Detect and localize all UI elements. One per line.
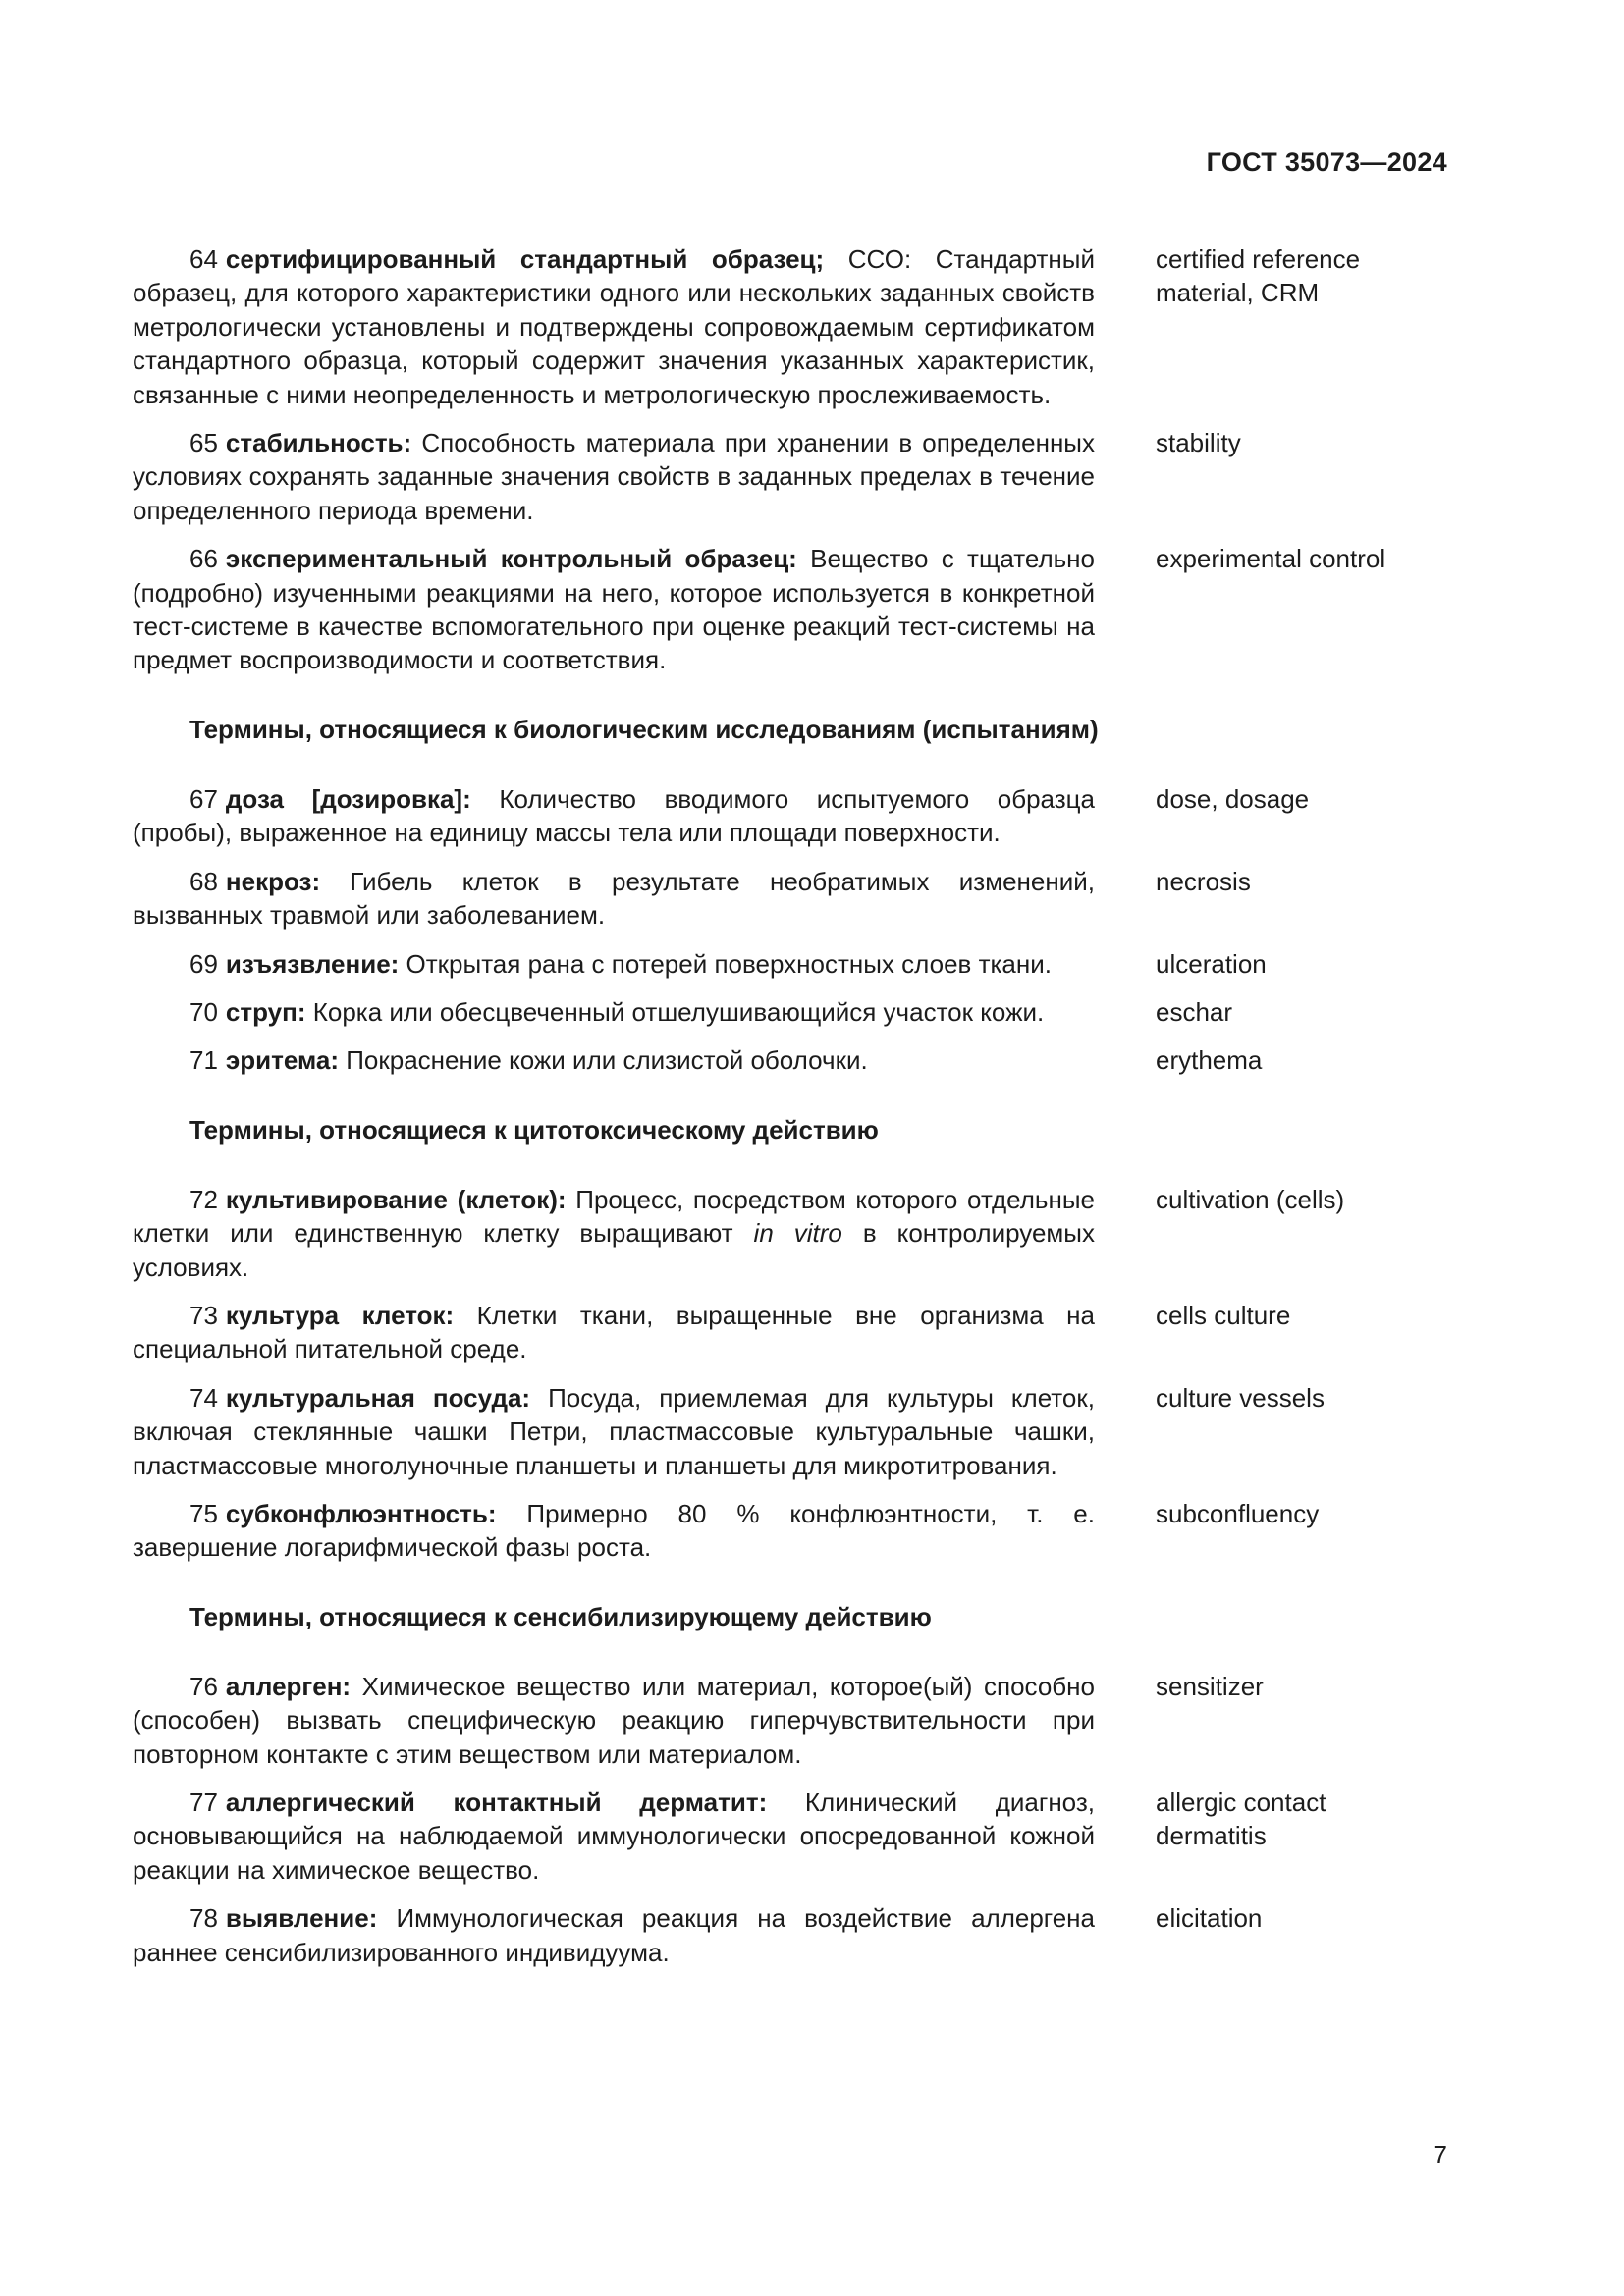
term-number: 76 [189,1671,218,1701]
definition-text: ССО: Стандартный образец, для которого характеристики одного или нескольких заданных свойств метрологически установлены и подтверждены сопровождаемым сертификатом стандартного образца, который содержит значения указанных характеристик, связанные с ними неопределенность и метрологическую прослеживаемость. [133,244,1095,409]
term-name: сертифицированный стандартный образец; [225,244,825,274]
term-name: некроз: [225,866,321,896]
term-entry [133,865,1448,933]
term-definition [133,865,1095,933]
term-definition [133,1786,1095,1887]
term-number: 78 [189,1903,218,1934]
term-entry [133,1183,1448,1284]
english-equivalent: experimental control [1156,544,1386,574]
english-equivalent: ulceration [1156,948,1267,979]
term-name: экспериментальный контрольный образец: [225,544,797,574]
page-number: 7 [1433,2140,1447,2169]
english-equivalent: allergic contact dermatitis [1156,1788,1326,1851]
definition-text: Клетки ткани, выращенные вне организма на специальной питательной среде. [133,1300,1095,1364]
term-entry [133,1670,1448,1771]
term-definition [133,1381,1095,1482]
term-definition [133,1901,1095,1969]
definition-text: Открытая рана с потерей поверхностных слоев ткани. [399,948,1052,979]
term-entry [133,426,1448,527]
term-number: 72 [189,1184,218,1214]
term-entry [133,1786,1448,1887]
term-name: субконфлюэнтность: [225,1498,497,1528]
definition-text: Покраснение кожи или слизистой оболочки. [339,1045,868,1076]
term-number: 75 [189,1498,218,1528]
term-name: стабильность: [225,428,412,458]
term-number: 66 [189,544,218,574]
term-number: 71 [189,1045,218,1076]
term-name: доза [дозировка]: [225,783,471,814]
term-name: культуральная посуда: [225,1382,531,1413]
term-definition [133,1497,1095,1565]
term-name: аллергический контактный дерматит: [225,1788,768,1817]
english-equivalent: culture vessels [1156,1382,1325,1413]
term-name: культура клеток: [225,1300,455,1330]
term-entry [133,1043,1448,1077]
english-equivalent: sensitizer [1156,1671,1264,1701]
term-name: эритема: [225,1045,340,1076]
definition-text: Гибель клеток в результате необратимых изменений, вызванных травмой или заболеванием. [133,866,1095,931]
definition-text: Примерно 80 % конфлюэнтности, т. е. завершение логарифмической фазы роста. [133,1498,1095,1563]
term-entry [133,242,1448,411]
english-equivalent: elicitation [1156,1903,1263,1934]
term-definition [133,1183,1095,1284]
definition-text: Корка или обесцвеченный отшелушивающийся участок кожи. [305,996,1045,1027]
term-number: 68 [189,866,218,896]
terms-list [133,242,1448,1984]
term-entry [133,1901,1448,1969]
term-number: 70 [189,996,218,1027]
section-heading: Термины, относящиеся к сенсибилизирующему действию [189,1601,932,1631]
term-number: 74 [189,1382,218,1413]
term-entry [133,947,1448,981]
term-number: 69 [189,948,218,979]
term-definition [133,947,1095,981]
section-heading: Термины, относящиеся к биологическим исследованиям (испытаниям) [189,714,1099,744]
section-heading: Термины, относящиеся к цитотоксическому действию [189,1114,879,1145]
term-name: культивирование (клеток): [225,1184,567,1214]
term-name: аллерген: [225,1671,352,1701]
term-definition [133,426,1095,527]
term-entry [133,782,1448,850]
english-equivalent: eschar [1156,996,1233,1027]
english-equivalent: cultivation (cells) [1156,1184,1345,1214]
term-definition [133,1043,1095,1077]
term-number: 64 [189,244,218,274]
english-equivalent: cells culture [1156,1300,1291,1330]
term-definition [133,1299,1095,1366]
definition-text: Способность материала при хранении в определенных условиях сохранять заданные значения свойств в заданных пределах в течение определенного периода времени. [133,428,1095,525]
definition-text: Иммунологическая реакция на воздействие аллергена раннее сенсибилизированного индивидуума. [133,1903,1095,1967]
term-definition [133,1670,1095,1771]
term-entry [133,995,1448,1029]
term-definition [133,542,1095,677]
definition-text: Процесс, посредством которого отдельные клетки или единственную клетку выращивают [133,1184,1095,1249]
english-equivalent: certified reference material, CRM [1156,244,1361,308]
term-entry [133,542,1448,677]
english-equivalent: stability [1156,428,1241,458]
term-entry [133,1381,1448,1482]
english-equivalent: erythema [1156,1045,1263,1076]
definition-text: Посуда, приемлемая для культуры клеток, включая стеклянные чашки Петри, пластмассовые культуральные чашки, пластмассовые многолуночные планшеты и планшеты для микротитрования. [133,1382,1095,1480]
term-entry [133,1299,1448,1366]
term-number: 67 [189,783,218,814]
term-definition [133,242,1095,411]
definition-italic-text: in vitro [753,1218,842,1249]
definition-text: Количество вводимого испытуемого образца (пробы), выраженное на единицу массы тела или площади поверхности. [133,783,1095,848]
term-number: 73 [189,1300,218,1330]
definition-text: Вещество с тщательно (подробно) изученными реакциями на него, которое используется в конкретной тест-системе в качестве вспомогательного при оценке реакций тест-системы на предмет воспроизводимости и соответствия. [133,544,1095,675]
english-equivalent: subconfluency [1156,1498,1320,1528]
definition-text: Химическое вещество или материал, которое(ый) способно (способен) вызвать специфическую реакцию гиперчувствительности при повторном контакте с этим веществом или материалом. [133,1671,1095,1769]
term-number: 77 [189,1788,218,1817]
term-definition [133,782,1095,850]
term-definition [133,995,1095,1029]
term-name: струп: [225,996,306,1027]
term-entry [133,1497,1448,1565]
definition-text: в контролируемых условиях. [133,1218,1095,1282]
document-header: ГОСТ 35073—2024 [1206,147,1447,177]
definition-text: Клинический диагноз, основывающийся на наблюдаемой иммунологически опосредованной кожной реакции на химическое вещество. [133,1788,1095,1885]
english-equivalent: necrosis [1156,866,1251,896]
term-number: 65 [189,428,218,458]
english-equivalent: dose, dosage [1156,783,1310,814]
term-name: изъязвление: [225,948,400,979]
term-name: выявление: [225,1903,378,1934]
